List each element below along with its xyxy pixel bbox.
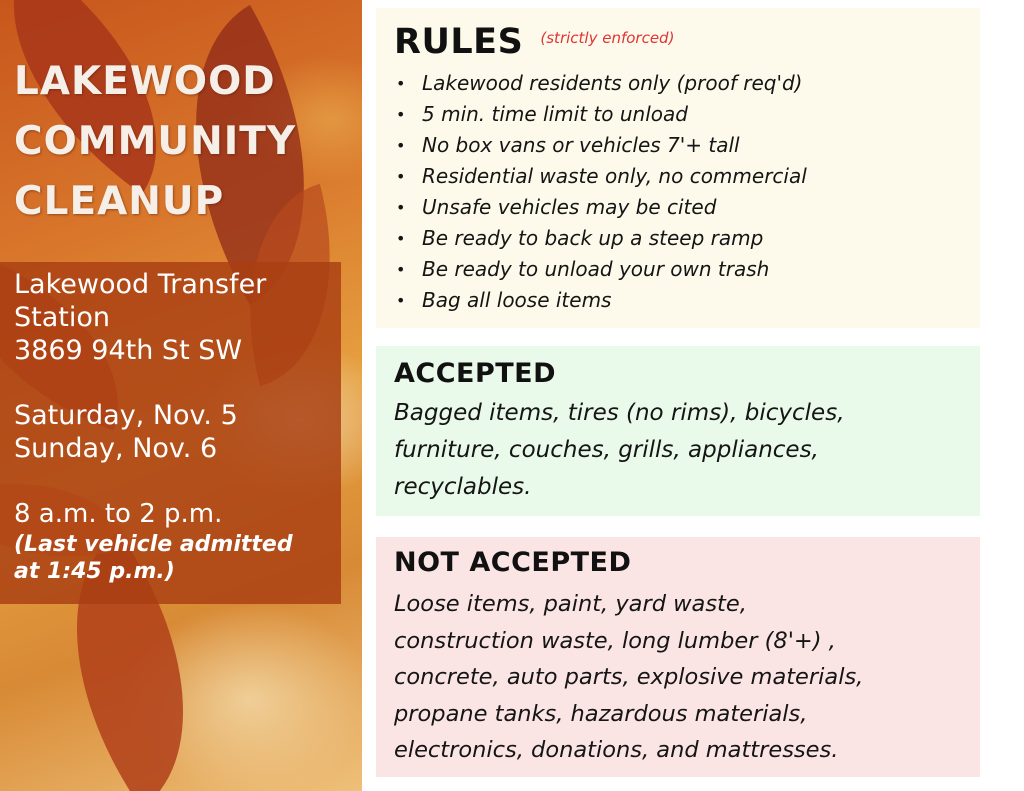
bullet-icon: •: [396, 136, 406, 155]
accepted-section: [376, 346, 980, 516]
bullet-icon: •: [396, 167, 406, 186]
rule-item: • No box vans or vehicles 7'+ tall: [394, 130, 980, 161]
autumn-leaves-background: [0, 0, 362, 791]
last-vehicle-line: at 1:45 p.m.): [14, 559, 175, 584]
event-dates: [14, 399, 335, 465]
rules-section: [376, 8, 980, 328]
not-accepted-line: propane tanks, hazardous materials,: [394, 700, 808, 727]
event-info-box: [0, 262, 341, 604]
accepted-line: recyclables.: [394, 474, 532, 500]
not-accepted-section: [376, 537, 980, 777]
accepted-items: [394, 395, 974, 506]
location: [14, 268, 335, 367]
rule-item: • Be ready to back up a steep ramp: [394, 223, 980, 254]
event-title: [14, 52, 344, 232]
accepted-heading: ACCEPTED: [394, 358, 557, 389]
not-accepted-line: construction waste, long lumber (8'+) ,: [394, 627, 836, 654]
accepted-line: furniture, couches, grills, appliances,: [394, 437, 819, 463]
bullet-icon: •: [396, 260, 406, 279]
location-line: 3869 94th St SW: [14, 335, 243, 366]
not-accepted-items: [394, 586, 974, 769]
not-accepted-line: Loose items, paint, yard waste,: [394, 591, 747, 617]
location-line: Lakewood Transfer: [14, 269, 267, 300]
rule-item: • 5 min. time limit to unload: [394, 99, 980, 130]
not-accepted-line: concrete, auto parts, explosive materials,: [394, 664, 864, 690]
date-line: Saturday, Nov. 5: [14, 400, 238, 431]
bullet-icon: •: [396, 291, 406, 310]
event-title-line: CLEANUP: [14, 179, 225, 224]
last-vehicle-line: (Last vehicle admitted: [14, 532, 293, 557]
rules-list: [394, 68, 980, 316]
date-line: Sunday, Nov. 6: [14, 433, 218, 464]
rule-item: • Lakewood residents only (proof req'd): [394, 68, 980, 99]
bullet-icon: •: [396, 229, 406, 248]
accepted-line: Bagged items, tires (no rims), bicycles,: [394, 400, 845, 426]
event-title-line: COMMUNITY: [14, 119, 297, 164]
rule-item: • Be ready to unload your own trash: [394, 254, 980, 285]
not-accepted-line: electronics, donations, and mattresses.: [394, 737, 839, 763]
rule-item: • Residential waste only, no commercial: [394, 161, 980, 192]
last-vehicle-note: [14, 531, 335, 585]
rules-heading: RULES: [394, 22, 524, 62]
rule-item: • Unsafe vehicles may be cited: [394, 192, 980, 223]
rule-item: • Bag all loose items: [394, 285, 980, 316]
bullet-icon: •: [396, 74, 406, 93]
strictly-enforced-note: (strictly enforced): [540, 29, 675, 47]
not-accepted-heading: NOT ACCEPTED: [394, 547, 632, 578]
bullet-icon: •: [396, 105, 406, 124]
event-title-line: LAKEWOOD: [14, 59, 276, 104]
event-hours: 8 a.m. to 2 p.m.: [14, 499, 223, 529]
location-line: Station: [14, 302, 110, 333]
bullet-icon: •: [396, 198, 406, 217]
